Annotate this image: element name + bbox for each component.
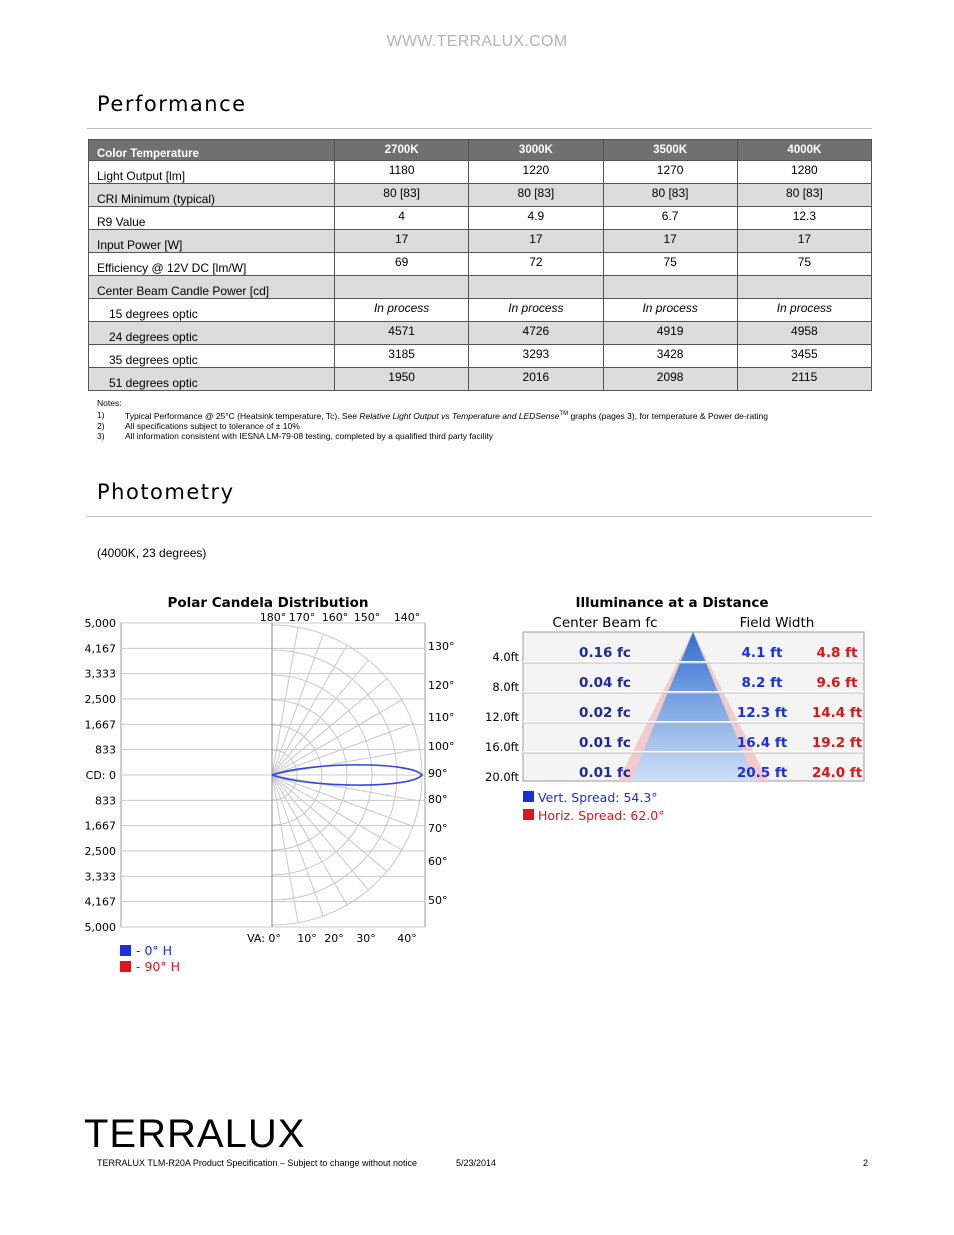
- column-header: 2700K: [335, 140, 469, 161]
- polar-bottom-angle-label: 20°: [324, 932, 344, 945]
- illuminance-chart-title: Illuminance at a Distance: [575, 595, 769, 611]
- performance-title: Performance: [97, 92, 247, 116]
- note-item: [97, 409, 768, 421]
- polar-right-angle-label: 100°: [428, 740, 455, 753]
- column-header: 3000K: [469, 140, 603, 161]
- legend-swatch-0h: [120, 945, 131, 956]
- table-cell: 1220: [469, 161, 603, 184]
- table-row: [89, 276, 872, 299]
- distance-label: 4.0ft: [492, 650, 519, 664]
- table-cell: 4: [335, 207, 469, 230]
- photometry-title: Photometry: [97, 480, 235, 504]
- table-cell: 72: [469, 253, 603, 276]
- row-label: 24 degrees optic: [89, 322, 335, 345]
- table-cell: 75: [603, 253, 737, 276]
- distance-label: 20.0ft: [485, 770, 519, 784]
- table-cell: 4.9: [469, 207, 603, 230]
- polar-right-angle-label: 70°: [428, 822, 448, 835]
- table-cell: 3455: [737, 345, 871, 368]
- column-header: 4000K: [737, 140, 871, 161]
- table-cell: 80 [83]: [469, 184, 603, 207]
- legend-swatch-horiz: [523, 809, 534, 820]
- table-cell: 4571: [335, 322, 469, 345]
- polar-y-label: 1,667: [84, 718, 116, 732]
- polar-bottom-angle-label: 10°: [297, 932, 317, 945]
- legend-swatch-90h: [120, 961, 131, 972]
- polar-top-angle-label: 170°: [288, 611, 316, 624]
- table-row: [89, 345, 872, 368]
- table-cell: 17: [603, 230, 737, 253]
- table-cell: 1280: [737, 161, 871, 184]
- note-pre: All information consistent with IESNA LM-79-08 testing, completed by a qualified third party facility: [125, 431, 494, 442]
- polar-y-label: CD: 0: [85, 769, 116, 782]
- table-row: [89, 207, 872, 230]
- row-label: Efficiency @ 12V DC [lm/W]: [89, 253, 335, 276]
- table-cell: 75: [737, 253, 871, 276]
- distance-label: 8.0ft: [492, 680, 519, 694]
- row-label: 15 degrees optic: [89, 299, 335, 322]
- table-cell: 1180: [335, 161, 469, 184]
- note-num: 2): [97, 420, 105, 431]
- note-pre: All specifications subject to tolerance of ± 10%: [125, 420, 300, 431]
- polar-right-angle-label: 50°: [428, 894, 448, 907]
- table-cell: [737, 276, 871, 299]
- legend-label-90h: - 90° H: [136, 959, 181, 974]
- table-row: [89, 322, 872, 345]
- table-cell: 3428: [603, 345, 737, 368]
- row-label: 51 degrees optic: [89, 368, 335, 391]
- polar-y-label: 2,500: [84, 845, 116, 858]
- notes-heading: Notes:: [97, 398, 122, 408]
- column-header: 3500K: [603, 140, 737, 161]
- note-sup: TM: [559, 410, 569, 417]
- table-cell: 12.3: [737, 207, 871, 230]
- polar-y-label: 5,000: [84, 921, 116, 934]
- polar-legend: [120, 943, 180, 974]
- polar-right-angle-label: 120°: [428, 679, 455, 692]
- table-cell: 2016: [469, 368, 603, 391]
- horiz-field-width: 9.6 ft: [816, 675, 858, 691]
- note-post: graphs (pages 3), for temperature & Power de-rating: [568, 410, 768, 421]
- vert-field-width: 12.3 ft: [736, 705, 788, 721]
- table-header-row: [89, 140, 872, 161]
- col-header-field-width: Field Width: [739, 615, 815, 631]
- row-label: Center Beam Candle Power [cd]: [89, 276, 335, 299]
- polar-y-label: 1,667: [84, 819, 116, 833]
- note-pre: Typical Performance @ 25°C (Heatsink temperature, Tc). See: [125, 410, 360, 421]
- table-cell: 69: [335, 253, 469, 276]
- polar-right-angle-label: 130°: [428, 640, 455, 653]
- legend-label-horiz: Horiz. Spread: 62.0°: [538, 808, 665, 823]
- polar-bottom-angle-label: 30°: [356, 932, 376, 945]
- row-label: Input Power [W]: [89, 230, 335, 253]
- illuminance-legend: [523, 790, 664, 823]
- row-label: CRI Minimum (typical): [89, 184, 335, 207]
- illuminance-chart: [480, 588, 880, 828]
- table-cell: 80 [83]: [335, 184, 469, 207]
- footer-date: 5/23/2014: [456, 1158, 497, 1168]
- polar-y-label: 3,333: [84, 667, 116, 681]
- polar-right-angle-label: 80°: [428, 793, 448, 806]
- table-cell: In process: [469, 299, 603, 322]
- center-beam-fc: 0.01 fc: [579, 765, 631, 781]
- performance-divider: [87, 128, 872, 129]
- polar-y-label: 5,000: [84, 617, 116, 630]
- col-header-center-beam: Center Beam fc: [552, 615, 658, 631]
- table-cell: 17: [737, 230, 871, 253]
- polar-y-label: 3,333: [84, 870, 116, 884]
- note-ital: Relative Light Output vs Temperature and LEDSense: [359, 410, 560, 421]
- table-cell: 80 [83]: [603, 184, 737, 207]
- note-num: 3): [97, 431, 105, 442]
- table-cell: In process: [603, 299, 737, 322]
- table-cell: 1270: [603, 161, 737, 184]
- table-row: [89, 253, 872, 276]
- row-label: Light Output [lm]: [89, 161, 335, 184]
- distance-label: 16.0ft: [485, 740, 519, 754]
- polar-bottom-angle-label: VA: 0°: [247, 932, 281, 945]
- vert-field-width: 16.4 ft: [736, 735, 788, 751]
- table-row: [89, 230, 872, 253]
- polar-chart-title: Polar Candela Distribution: [167, 595, 369, 611]
- table-cell: 2098: [603, 368, 737, 391]
- table-cell: 4919: [603, 322, 737, 345]
- table-cell: [335, 276, 469, 299]
- column-header: Color Temperature: [89, 140, 335, 161]
- note-num: 1): [97, 410, 105, 421]
- table-cell: 4726: [469, 322, 603, 345]
- polar-bottom-angle-label: 40°: [397, 932, 417, 945]
- table-cell: 3293: [469, 345, 603, 368]
- horiz-field-width: 19.2 ft: [811, 735, 863, 751]
- table-cell: 1950: [335, 368, 469, 391]
- polar-top-angle-label: 160°: [321, 611, 349, 624]
- table-row: [89, 299, 872, 322]
- polar-right-angle-label: 90°: [428, 767, 448, 780]
- note-item: [97, 421, 768, 432]
- table-cell: 4958: [737, 322, 871, 345]
- row-label: R9 Value: [89, 207, 335, 230]
- center-beam-fc: 0.02 fc: [579, 705, 631, 721]
- table-row: [89, 184, 872, 207]
- table-row: [89, 368, 872, 391]
- photometry-subtitle: (4000K, 23 degrees): [97, 546, 207, 560]
- distance-label: 12.0ft: [485, 710, 519, 724]
- legend-swatch-vert: [523, 791, 534, 802]
- polar-top-angle-label: 150°: [353, 611, 381, 624]
- table-cell: [603, 276, 737, 299]
- center-beam-fc: 0.16 fc: [579, 645, 631, 661]
- performance-table: [88, 139, 872, 391]
- polar-right-angle-label: 110°: [428, 711, 455, 724]
- vert-field-width: 8.2 ft: [741, 675, 783, 691]
- polar-right-angle-label: 60°: [428, 855, 448, 868]
- notes: [97, 398, 768, 442]
- table-cell: [469, 276, 603, 299]
- table-cell: 80 [83]: [737, 184, 871, 207]
- vert-field-width: 4.1 ft: [741, 645, 783, 661]
- table-cell: 6.7: [603, 207, 737, 230]
- row-label: 35 degrees optic: [89, 345, 335, 368]
- table-cell: 17: [335, 230, 469, 253]
- polar-y-label: 2,500: [84, 693, 116, 706]
- page-number: 2: [863, 1158, 869, 1168]
- legend-label-vert: Vert. Spread: 54.3°: [538, 790, 658, 805]
- table-row: [89, 161, 872, 184]
- polar-y-label: 833: [95, 743, 116, 757]
- polar-top-angle-label: 180°: [259, 611, 287, 624]
- horiz-field-width: 14.4 ft: [811, 705, 863, 721]
- legend-label-0h: - 0° H: [136, 943, 173, 958]
- footer-text: TERRALUX TLM-R20A Product Specification – Subject to change without notice: [97, 1158, 418, 1168]
- table-cell: 3185: [335, 345, 469, 368]
- polar-top-angle-label: 140°: [393, 611, 421, 624]
- polar-y-label: 4,167: [84, 895, 116, 909]
- polar-candela-chart: [78, 588, 468, 983]
- horiz-field-width: 24.0 ft: [811, 765, 863, 781]
- polar-y-label: 833: [95, 794, 116, 808]
- table-cell: 2115: [737, 368, 871, 391]
- polar-y-label: 4,167: [84, 642, 116, 656]
- photometry-divider: [87, 516, 872, 517]
- terralux-logo: TERRALUX: [84, 1112, 306, 1156]
- header-url[interactable]: WWW.TERRALUX.COM: [386, 33, 568, 50]
- table-cell: In process: [335, 299, 469, 322]
- table-cell: 17: [469, 230, 603, 253]
- vert-field-width: 20.5 ft: [736, 765, 788, 781]
- table-cell: In process: [737, 299, 871, 322]
- horiz-field-width: 4.8 ft: [816, 645, 858, 661]
- center-beam-fc: 0.01 fc: [579, 735, 631, 751]
- note-item: [97, 431, 768, 442]
- center-beam-fc: 0.04 fc: [579, 675, 631, 691]
